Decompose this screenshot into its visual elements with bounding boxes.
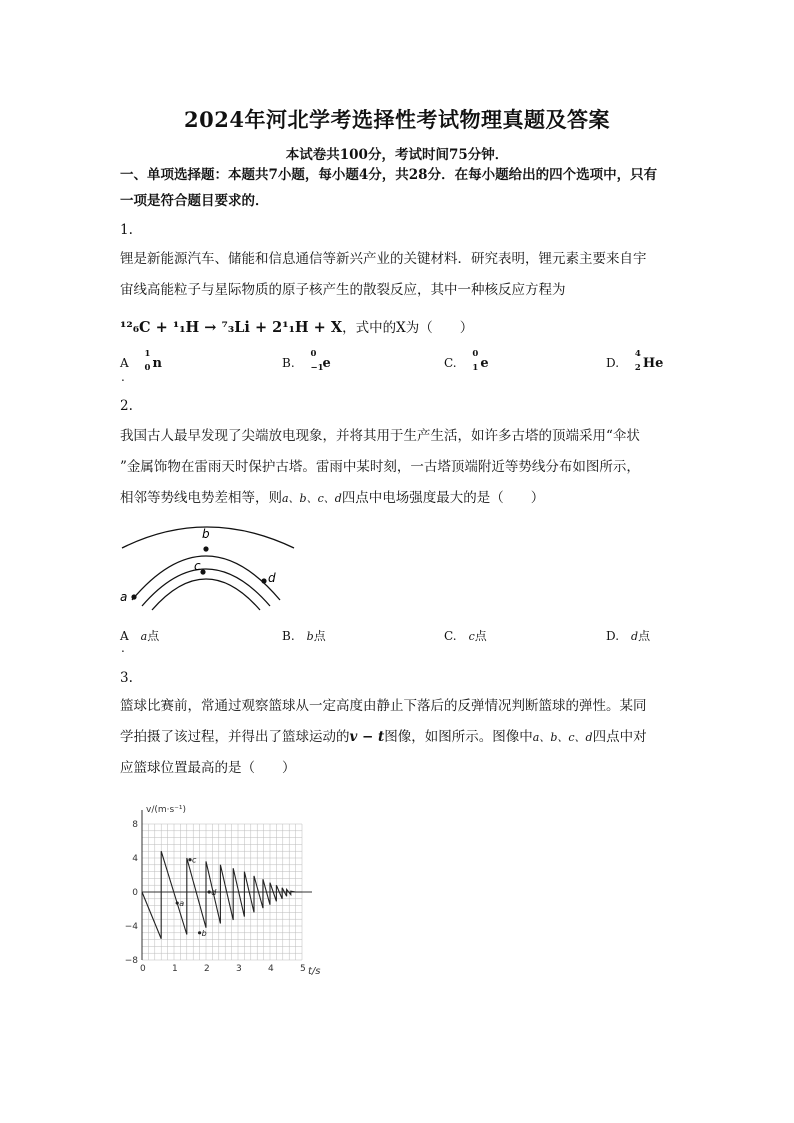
q1-option-d[interactable] bbox=[606, 349, 664, 373]
point-c-label: c bbox=[192, 855, 197, 865]
q2-line-3: 相邻等势线电势差相等，则a、b、c、d四点中电场强度最大的是（ ） bbox=[120, 490, 545, 506]
x-tick-label: 0 bbox=[140, 964, 146, 974]
x-tick-label: 2 bbox=[204, 964, 210, 974]
option-label: C. bbox=[444, 629, 457, 643]
label-d: d bbox=[268, 571, 276, 585]
q1-formula-suffix: ，式中的X为（ ） bbox=[342, 320, 474, 336]
option-text: 点 bbox=[638, 629, 651, 643]
q2-option-c[interactable] bbox=[444, 627, 487, 644]
option-dot: . bbox=[121, 641, 125, 655]
option-text: 点 bbox=[313, 629, 326, 643]
point-d-marker bbox=[261, 578, 266, 583]
q1-option-c[interactable] bbox=[444, 349, 489, 373]
section-line-1: 一、单项选择题：本题共7小题，每小题4分，共28分．在每小题给出的四个选项中，只有 bbox=[120, 167, 658, 183]
page-title: 2024年河北学考选择性考试物理真题及答案 bbox=[184, 107, 610, 132]
q3-stem bbox=[120, 691, 680, 784]
x-tick-label: 4 bbox=[268, 964, 274, 974]
y-tick-label: −4 bbox=[124, 922, 138, 932]
option-var: b bbox=[306, 630, 314, 643]
q1-number: 1. bbox=[120, 222, 133, 238]
series-line bbox=[142, 851, 302, 939]
point-a-label: a bbox=[179, 899, 185, 909]
nuclide: 1 0 n bbox=[144, 349, 162, 373]
option-label: B. bbox=[282, 629, 295, 643]
q2-stem bbox=[120, 421, 680, 514]
point-b-label: b bbox=[201, 928, 207, 938]
x-tick-label: 5 bbox=[300, 964, 306, 974]
y-tick-label: 0 bbox=[132, 888, 138, 898]
option-label: C. bbox=[444, 356, 457, 370]
q3-line-3: 应篮球位置最高的是（ ） bbox=[120, 760, 296, 776]
y-tick-label: 8 bbox=[132, 820, 138, 830]
q2-option-b[interactable] bbox=[282, 627, 326, 644]
section-heading bbox=[120, 162, 680, 214]
option-var: d bbox=[631, 630, 639, 643]
q3-number: 3. bbox=[120, 670, 133, 686]
y-tick-label: −8 bbox=[124, 956, 138, 966]
y-axis-label: v/(m·s⁻¹) bbox=[146, 805, 187, 815]
chart-points bbox=[176, 856, 218, 938]
page-subtitle: 本试卷共100分，考试时间75分钟． bbox=[285, 147, 509, 163]
nuclide: 0 1 e bbox=[472, 349, 489, 373]
option-var: c bbox=[468, 630, 475, 643]
q1-option-a[interactable] bbox=[120, 349, 162, 384]
equipotential-figure bbox=[118, 520, 298, 612]
option-label: B. bbox=[282, 356, 295, 370]
q1-line-1: 锂是新能源汽车、储能和信息通信等新兴产业的关键材料．研究表明，锂元素主要来自宇 bbox=[120, 251, 647, 267]
q1-line-2: 宙线高能粒子与星际物质的原子核产生的散裂反应，其中一种核反应方程为 bbox=[120, 282, 566, 298]
q1-formula-row bbox=[120, 316, 473, 336]
vt-chart bbox=[118, 798, 334, 980]
label-a: a bbox=[120, 590, 128, 604]
point-c-marker bbox=[200, 569, 205, 574]
chart-ticks bbox=[125, 820, 306, 974]
q2-number: 2. bbox=[120, 398, 133, 414]
chart-series bbox=[142, 851, 302, 939]
q1-stem bbox=[120, 244, 680, 306]
q3-line-2: 学拍摄了该过程，并得出了篮球运动的v − t图像，如图所示。图像中a、b、c、d四点中对 bbox=[120, 729, 647, 745]
option-label: D. bbox=[606, 629, 620, 643]
q2-option-d[interactable] bbox=[606, 627, 650, 644]
option-text: 点 bbox=[474, 629, 487, 643]
equipotential-line bbox=[152, 579, 260, 610]
label-b: b bbox=[202, 527, 210, 541]
point-a-marker bbox=[131, 594, 136, 599]
option-label: A bbox=[120, 356, 129, 370]
point-d-label: d bbox=[211, 888, 217, 897]
nuclide: 4 2 He bbox=[634, 349, 664, 373]
q1-option-b[interactable] bbox=[282, 349, 331, 373]
section-line-2: 一项是符合题目要求的． bbox=[120, 193, 269, 209]
q2-option-a[interactable] bbox=[120, 627, 160, 655]
x-tick-label: 3 bbox=[236, 964, 242, 974]
q2-line-2: ”金属饰物在雷雨天时保护古塔。雷雨中某时刻，一古塔顶端附近等势线分布如图所示， bbox=[120, 459, 640, 475]
y-tick-label: 4 bbox=[132, 854, 138, 864]
option-label: A bbox=[120, 629, 129, 643]
point-b-marker bbox=[203, 546, 208, 551]
x-tick-label: 1 bbox=[172, 964, 178, 974]
q2-line-1: 我国古人最早发现了尖端放电现象，并将其用于生产生活，如许多古塔的顶端采用“伞状 bbox=[120, 428, 640, 444]
option-label: D. bbox=[606, 356, 620, 370]
option-dot: . bbox=[121, 370, 125, 384]
option-var: a bbox=[140, 630, 148, 643]
x-axis-label: t/s bbox=[308, 966, 321, 977]
q1-formula: ¹²₆C + ¹₁H → ⁷₃Li + 2¹₁H + X bbox=[120, 319, 343, 336]
q3-line-1: 篮球比赛前，常通过观察篮球从一定高度由静止下落后的反弹情况判断篮球的弹性。某同 bbox=[120, 698, 647, 714]
nuclide: 0 −1 e bbox=[310, 349, 331, 373]
option-text: 点 bbox=[147, 629, 160, 643]
label-c: c bbox=[194, 559, 201, 573]
